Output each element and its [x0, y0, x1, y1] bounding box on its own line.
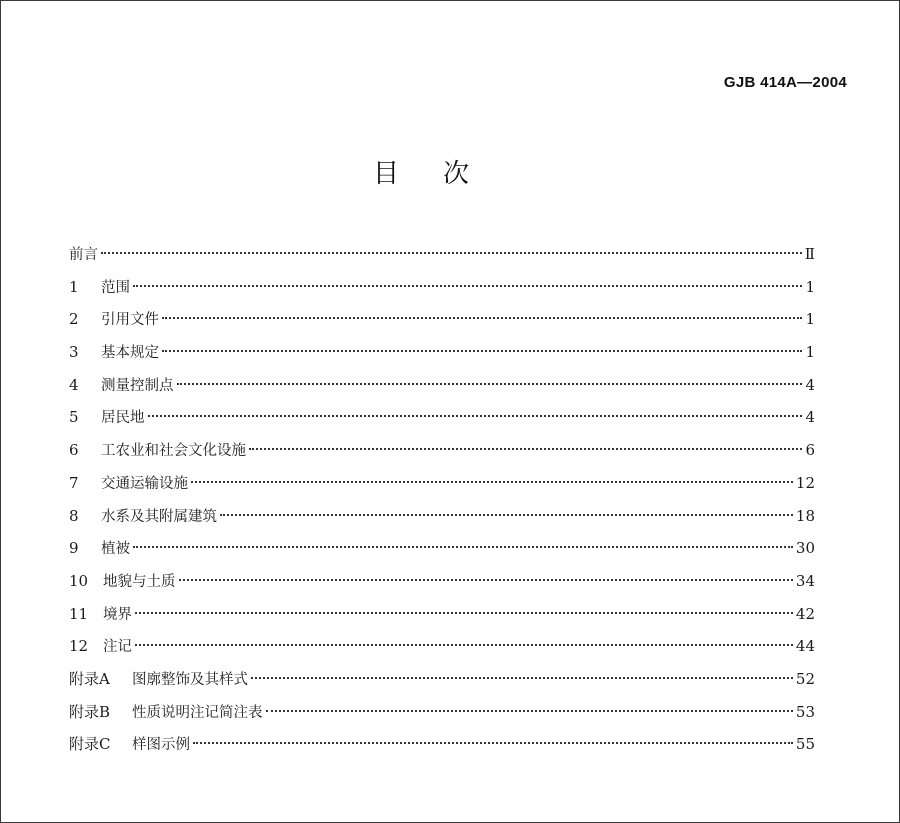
toc-entry-number: 4: [69, 375, 79, 394]
dot-leader: [133, 285, 802, 287]
dot-leader: [133, 546, 793, 548]
dot-leader: [249, 448, 802, 450]
toc-entry-10[interactable]: [69, 565, 815, 598]
toc-entry-number: 11: [69, 604, 89, 623]
toc-entry-label: 植被: [101, 541, 130, 558]
toc-entry-label: 引用文件: [101, 312, 159, 329]
toc-entry-label: 测量控制点: [101, 377, 174, 394]
page-title: 目次: [372, 159, 513, 189]
toc-entry-page: 55: [795, 735, 815, 754]
toc-entry-label: 交通运输设施: [101, 475, 188, 492]
dot-leader: [162, 317, 802, 319]
toc-entry-label: 图廓整饰及其样式: [132, 671, 248, 688]
toc-entry-page: 34: [795, 571, 815, 590]
toc-entry-label: 居民地: [101, 410, 145, 427]
dot-leader: [220, 514, 793, 516]
toc-entry-label: 工农业和社会文化设施: [101, 443, 246, 460]
toc-entry-appendix-a[interactable]: [69, 663, 815, 696]
toc-entry-4[interactable]: [69, 369, 815, 402]
toc-entry-number: 9: [69, 539, 79, 558]
toc-entry-page: Ⅱ: [804, 245, 815, 263]
toc-entry-7[interactable]: [69, 467, 815, 500]
toc-entry-12[interactable]: [69, 630, 815, 663]
dot-leader: [179, 579, 793, 581]
dot-leader: [135, 644, 793, 646]
toc-entry-page: 44: [795, 637, 815, 656]
toc-entry-label: 范围: [101, 279, 130, 296]
toc-entry-page: 12: [795, 473, 815, 492]
toc-entry-page: 52: [795, 669, 815, 688]
toc-entry-8[interactable]: [69, 500, 815, 533]
dot-leader: [177, 383, 803, 385]
toc-entry-number: 2: [69, 310, 79, 329]
toc-entry-number: 8: [69, 506, 79, 525]
toc-entry-page: 6: [805, 441, 815, 460]
dot-leader: [191, 481, 793, 483]
dot-leader: [148, 415, 803, 417]
toc-entry-3[interactable]: [69, 336, 815, 369]
toc-entry-number: 附录B: [69, 702, 111, 721]
toc-entry-page: 53: [795, 702, 815, 721]
toc-entry-page: 4: [805, 375, 815, 394]
toc-entry-number: 10: [69, 571, 89, 590]
toc-entry-1[interactable]: [69, 271, 815, 304]
toc-entry-number: 12: [69, 637, 89, 656]
toc-entry-page: 4: [805, 408, 815, 427]
toc-entry-label: 前言: [69, 247, 98, 263]
dot-leader: [135, 612, 793, 614]
dot-leader: [101, 252, 802, 254]
toc-entry-number: 5: [69, 408, 79, 427]
dot-leader: [193, 742, 793, 744]
toc-entry-page: 30: [795, 539, 815, 558]
dot-leader: [251, 677, 793, 679]
toc-entry-label: 样图示例: [132, 737, 190, 754]
toc-entry-page: 1: [805, 277, 815, 296]
dot-leader: [162, 350, 802, 352]
toc-entry-label: 注记: [103, 639, 132, 656]
toc-entry-6[interactable]: [69, 434, 815, 467]
toc-entry-label: 基本规定: [101, 345, 159, 362]
toc-entry-page: 1: [805, 310, 815, 329]
toc-entry-11[interactable]: [69, 598, 815, 631]
toc-entry-number: 1: [69, 277, 79, 296]
toc-entry-appendix-b[interactable]: [69, 696, 815, 729]
toc-entry-number: 6: [69, 441, 79, 460]
toc-entry-preface[interactable]: [69, 238, 815, 271]
toc-entry-appendix-c[interactable]: [69, 728, 815, 761]
toc-entry-label: 水系及其附属建筑: [101, 508, 217, 525]
toc-entry-page: 1: [805, 343, 815, 362]
toc-entry-label: 境界: [103, 606, 132, 623]
toc-entry-number: 附录A: [69, 669, 110, 688]
toc-entry-number: 附录C: [69, 735, 111, 754]
toc-entry-number: 3: [69, 343, 79, 362]
toc-entry-label: 性质说明注记简注表: [132, 704, 263, 721]
document-code: GJB 414A—2004: [723, 74, 847, 91]
toc-entry-2[interactable]: [69, 303, 815, 336]
toc-entry-page: 18: [795, 506, 815, 525]
toc-entry-number: 7: [69, 473, 79, 492]
dot-leader: [266, 710, 793, 712]
table-of-contents: [69, 238, 815, 761]
toc-entry-label: 地貌与土质: [103, 573, 176, 590]
toc-entry-5[interactable]: [69, 401, 815, 434]
toc-entry-9[interactable]: [69, 532, 815, 565]
toc-entry-page: 42: [795, 604, 815, 623]
